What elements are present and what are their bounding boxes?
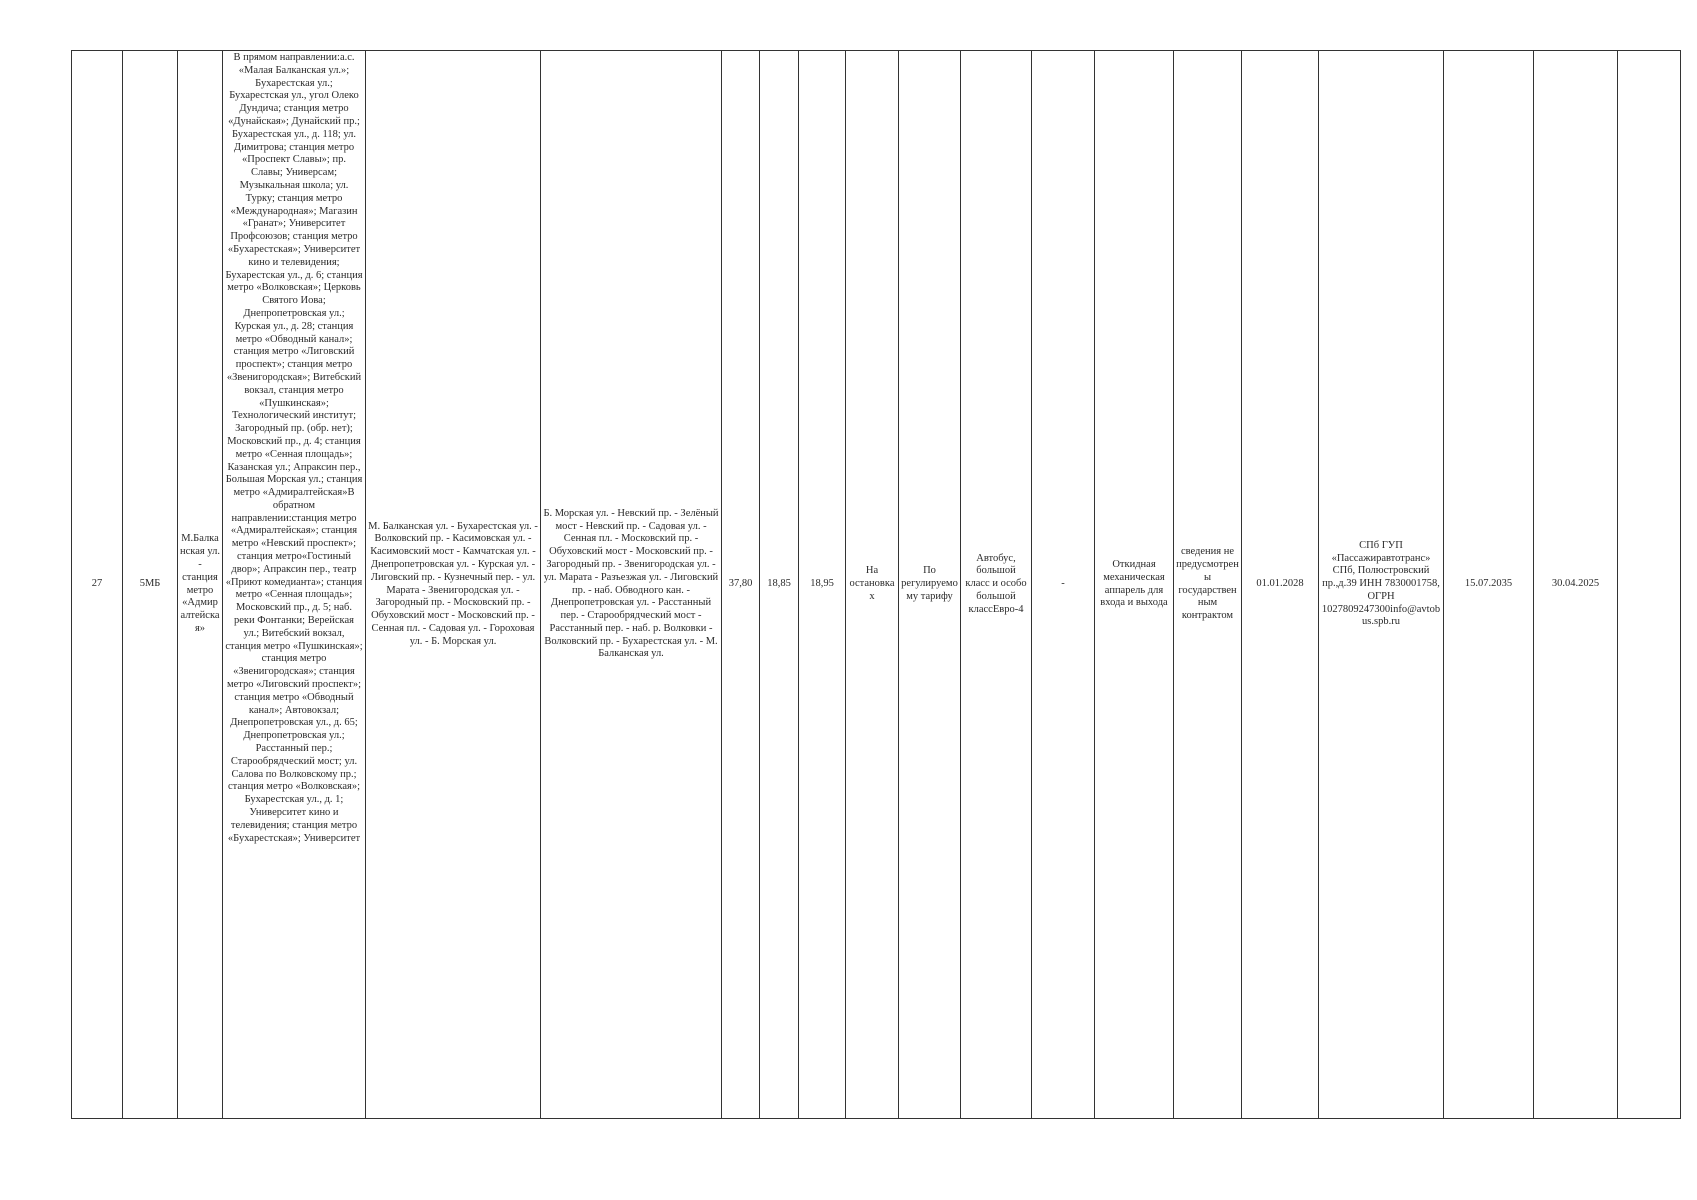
- route-code-cell: [123, 51, 178, 1119]
- row-number: 27: [91, 578, 103, 590]
- date-3-cell: [1534, 51, 1618, 1119]
- carrier-info: СПб ГУП «Пассажиравтотранс» СПб, Полюстровский пр.,д.39 ИНН 7830001758, ОГРН 1027809247300info@avtobus.spb.ru: [1321, 539, 1441, 628]
- stops-cell: [223, 51, 366, 1119]
- route-registry-table: [71, 50, 1681, 1119]
- equipment-cell: [1095, 51, 1174, 1119]
- streets-backward-cell: [541, 51, 722, 1119]
- streets-forward: М. Балканская ул. - Бухарестская ул. - Волковский пр. - Касимовская ул. - Касимовский мост - Камчатская ул. - Днепропетровская ул. - Курская ул. - Лиговский пр. - Кузнечный пер. - ул. Марата - Звенигородская ул. - Загородный пр. - Московский пр. - Обуховский мост - Московский пр. - Сенная пл. - Садовая ул. - Гороховая ул. - Б. Морская ул.: [368, 520, 538, 647]
- date-2-cell: [1444, 51, 1534, 1119]
- vehicle: Автобус, большой класс и особо большой классЕвро-4: [965, 552, 1027, 615]
- vehicle-cell: [961, 51, 1032, 1119]
- row-number-cell: [72, 51, 123, 1119]
- dash-cell: [1032, 51, 1095, 1119]
- length-forward-cell: [760, 51, 799, 1119]
- last-cell: [1618, 51, 1681, 1119]
- dash-value: -: [1061, 578, 1065, 590]
- route-code: 5МБ: [139, 578, 161, 590]
- route-name: М.Балканская ул. - станция метро «Адмиралтейская»: [180, 533, 220, 634]
- streets-backward: Б. Морская ул. - Невский пр. - Зелёный мост - Невский пр. - Садовая ул. - Сенная пл. - Московский пр. - Обуховский мост - Московский пр. - Загородный пр. - Звенигородская ул. - ул. Марата - Разъезжая ул. - Лиговский пр. - наб. Обводного кан. - Днепропетровская ул. - Расстанный пер. - Старообрядческий мост - Расстанный пер. - наб. р. Волковки - Волковский пр. - Бухарестская ул. - М. Балканская ул.: [543, 507, 719, 660]
- length-total: 37,80: [728, 578, 753, 590]
- date-2: 15.07.2035: [1464, 578, 1513, 590]
- date-3: 30.04.2025: [1551, 578, 1600, 590]
- boarding-order-cell: [846, 51, 899, 1119]
- streets-forward-cell: [366, 51, 541, 1119]
- start-date-cell: [1242, 51, 1319, 1119]
- boarding-order: На остановках: [849, 565, 895, 602]
- length-backward: 18,95: [810, 578, 834, 590]
- tariff-cell: [899, 51, 961, 1119]
- table-row: [72, 51, 1681, 1119]
- stops-list: В прямом направлении:а.с. «Малая Балканская ул.»; Бухарестская ул.; Бухарестская ул., угол Олеко Дундича; станция метро «Дунайская»; Дунайский пр.; Бухарестская ул., д. 118; ул. Димитрова; станция метро «Проспект Славы»; пр. Славы; Универсам; Музыкальная школа; ул. Турку; станция метро «Международная»; Магазин «Гранат»; Университет Профсоюзов; станция метро «Бухарестская»; Университет кино и телевидения; Бухарестская ул., д. 6; станция метро «Волковская»; Церковь Святого Иова; Днепропетровская ул.; Курская ул., д. 28; станция метро «Обводный канал»; станция метро «Лиговский проспект»; станция метро «Звенигородская»; Витебский вокзал, станция метро «Пушкинская»; Технологический институт; Загородный пр. (обр. нет); Московский пр., д. 4; станция метро «Сенная площадь»; Казанская ул.; Апраксин пер., Большая Морская ул.; станция метро «Адмиралтейская»В обратном направлении:станция метро «Адмиралтейская»; станция метро «Невский проспект»; станция метро«Гостиный двор»; Апраксин пер., театр «Приют комедианта»; станция метро «Сенная площадь»; Московский пр., д. 5; наб. реки Фонтанки; Верейская ул.; Витебский вокзал, станция метро «Пушкинская»; станция метро «Звенигородская»; станция метро «Лиговский проспект»; станция метро «Обводный канал»; Автовокзал; Днепропетровская ул., д. 65; Днепропетровская ул.; Расстанный пер.; Старообрядческий мост; ул. Салова по Волковскому пр.; станция метро «Волковская»; Бухарестская ул., д. 1; Университет кино и телевидения; станция метро «Бухарестская»; Университет: [225, 52, 363, 844]
- length-forward: 18,85: [767, 578, 791, 590]
- length-total-cell: [722, 51, 760, 1119]
- carrier-cell: [1319, 51, 1444, 1119]
- length-backward-cell: [799, 51, 846, 1119]
- route-name-cell: [178, 51, 223, 1119]
- equipment: Откидная механическая аппарель для входа и выхода: [1100, 558, 1168, 609]
- contract-info-cell: [1174, 51, 1242, 1119]
- tariff: По регулируемому тарифу: [901, 565, 958, 602]
- start-date: 01.01.2028: [1256, 578, 1304, 590]
- contract-info: сведения не предусмотрены государственным контрактом: [1176, 546, 1239, 622]
